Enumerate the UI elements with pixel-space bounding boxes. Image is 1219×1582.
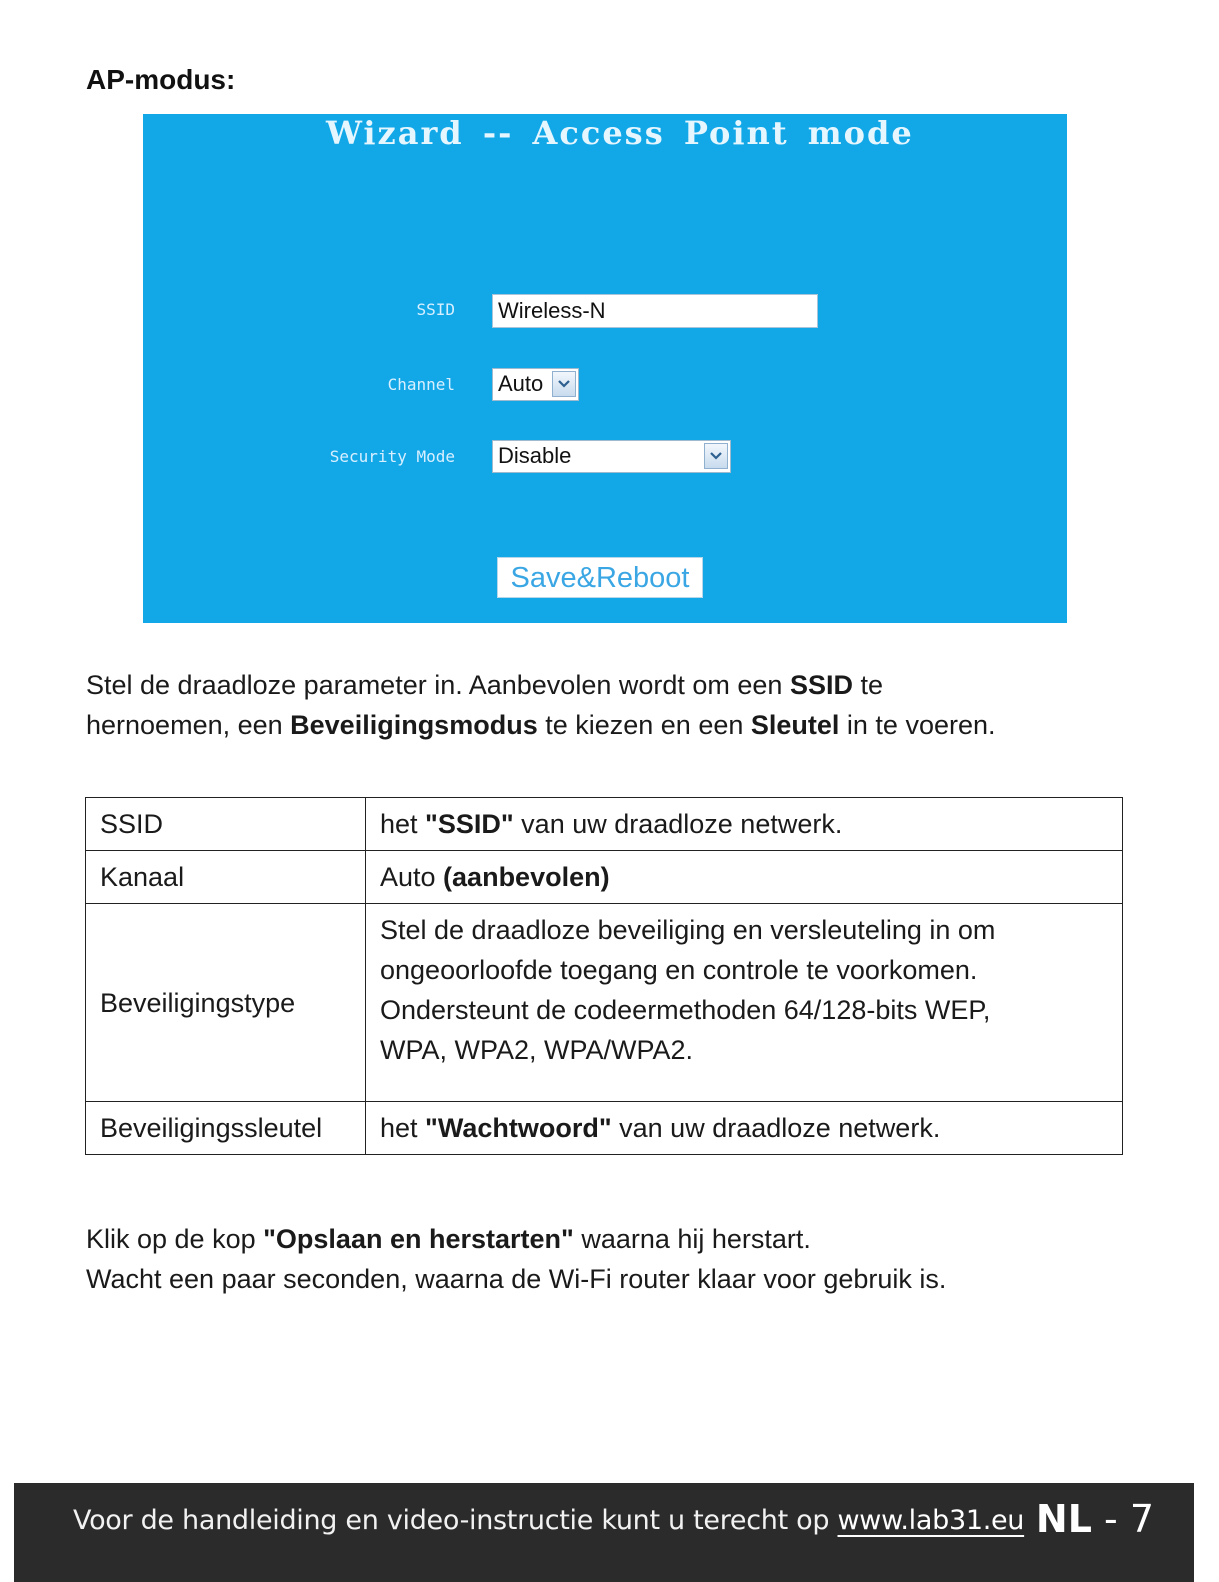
table-cell-label: Kanaal bbox=[86, 851, 366, 904]
table-row bbox=[86, 851, 1123, 904]
footer-text: Voor de handleiding en video-instructie kunt u terecht op www.lab31.eu bbox=[73, 1505, 1025, 1536]
outro-line-2: Wacht een paar seconden, waarna de Wi-Fi router klaar voor gebruik is. bbox=[86, 1264, 947, 1294]
wizard-title-text: Wizard -- Access Point mode bbox=[326, 114, 914, 152]
security-mode-label: Security Mode bbox=[329, 447, 455, 466]
table-row bbox=[86, 798, 1123, 851]
ssid-label: SSID bbox=[416, 300, 455, 319]
wizard-panel bbox=[143, 114, 1067, 623]
intro-line-1: Stel de draadloze parameter in. Aanbevolen wordt om een SSID te bbox=[86, 670, 884, 700]
outro-line-1: Klik op de kop "Opslaan en herstarten" waarna hij herstart. bbox=[86, 1224, 811, 1254]
channel-label: Channel bbox=[387, 375, 455, 394]
security-mode-select[interactable] bbox=[492, 440, 731, 473]
section-heading: AP-modus: bbox=[86, 64, 236, 95]
website-link[interactable]: www.lab31.eu bbox=[837, 1505, 1025, 1536]
ssid-input[interactable]: Wireless-N bbox=[492, 294, 818, 328]
channel-select[interactable] bbox=[492, 368, 579, 401]
chevron-down-icon[interactable] bbox=[704, 443, 728, 469]
table-cell-description: het "SSID" van uw draadloze netwerk. bbox=[366, 798, 1123, 851]
table-cell-label: Beveiligingstype bbox=[86, 904, 366, 1102]
table-cell-description: Auto (aanbevolen) bbox=[366, 851, 1123, 904]
intro-paragraph bbox=[86, 665, 996, 745]
outro-paragraph bbox=[86, 1219, 946, 1299]
save-reboot-button[interactable]: Save&Reboot bbox=[497, 557, 703, 598]
table-cell-description: Stel de draadloze beveiliging en versleuteling in om ongeoorloofde toegang en controle te voorkomen. Ondersteunt de codeermethoden 64/128-bits WEP, WPA, WPA2, WPA/WPA2. bbox=[366, 904, 1123, 1102]
settings-table bbox=[85, 797, 1123, 1155]
channel-select-value: Auto bbox=[498, 371, 544, 396]
table-cell-label: SSID bbox=[86, 798, 366, 851]
page-number: NL - 7 bbox=[1035, 1497, 1154, 1541]
footer-bar bbox=[14, 1483, 1194, 1582]
intro-line-2: hernoemen, een Beveiligingsmodus te kiezen en een Sleutel in te voeren. bbox=[86, 710, 996, 740]
table-cell-description: het "Wachtwoord" van uw draadloze netwerk. bbox=[366, 1102, 1123, 1155]
security-mode-value: Disable bbox=[498, 443, 572, 468]
table-cell-label: Beveiligingssleutel bbox=[86, 1102, 366, 1155]
table-row bbox=[86, 904, 1123, 1102]
chevron-down-icon[interactable] bbox=[552, 371, 576, 397]
table-row bbox=[86, 1102, 1123, 1155]
